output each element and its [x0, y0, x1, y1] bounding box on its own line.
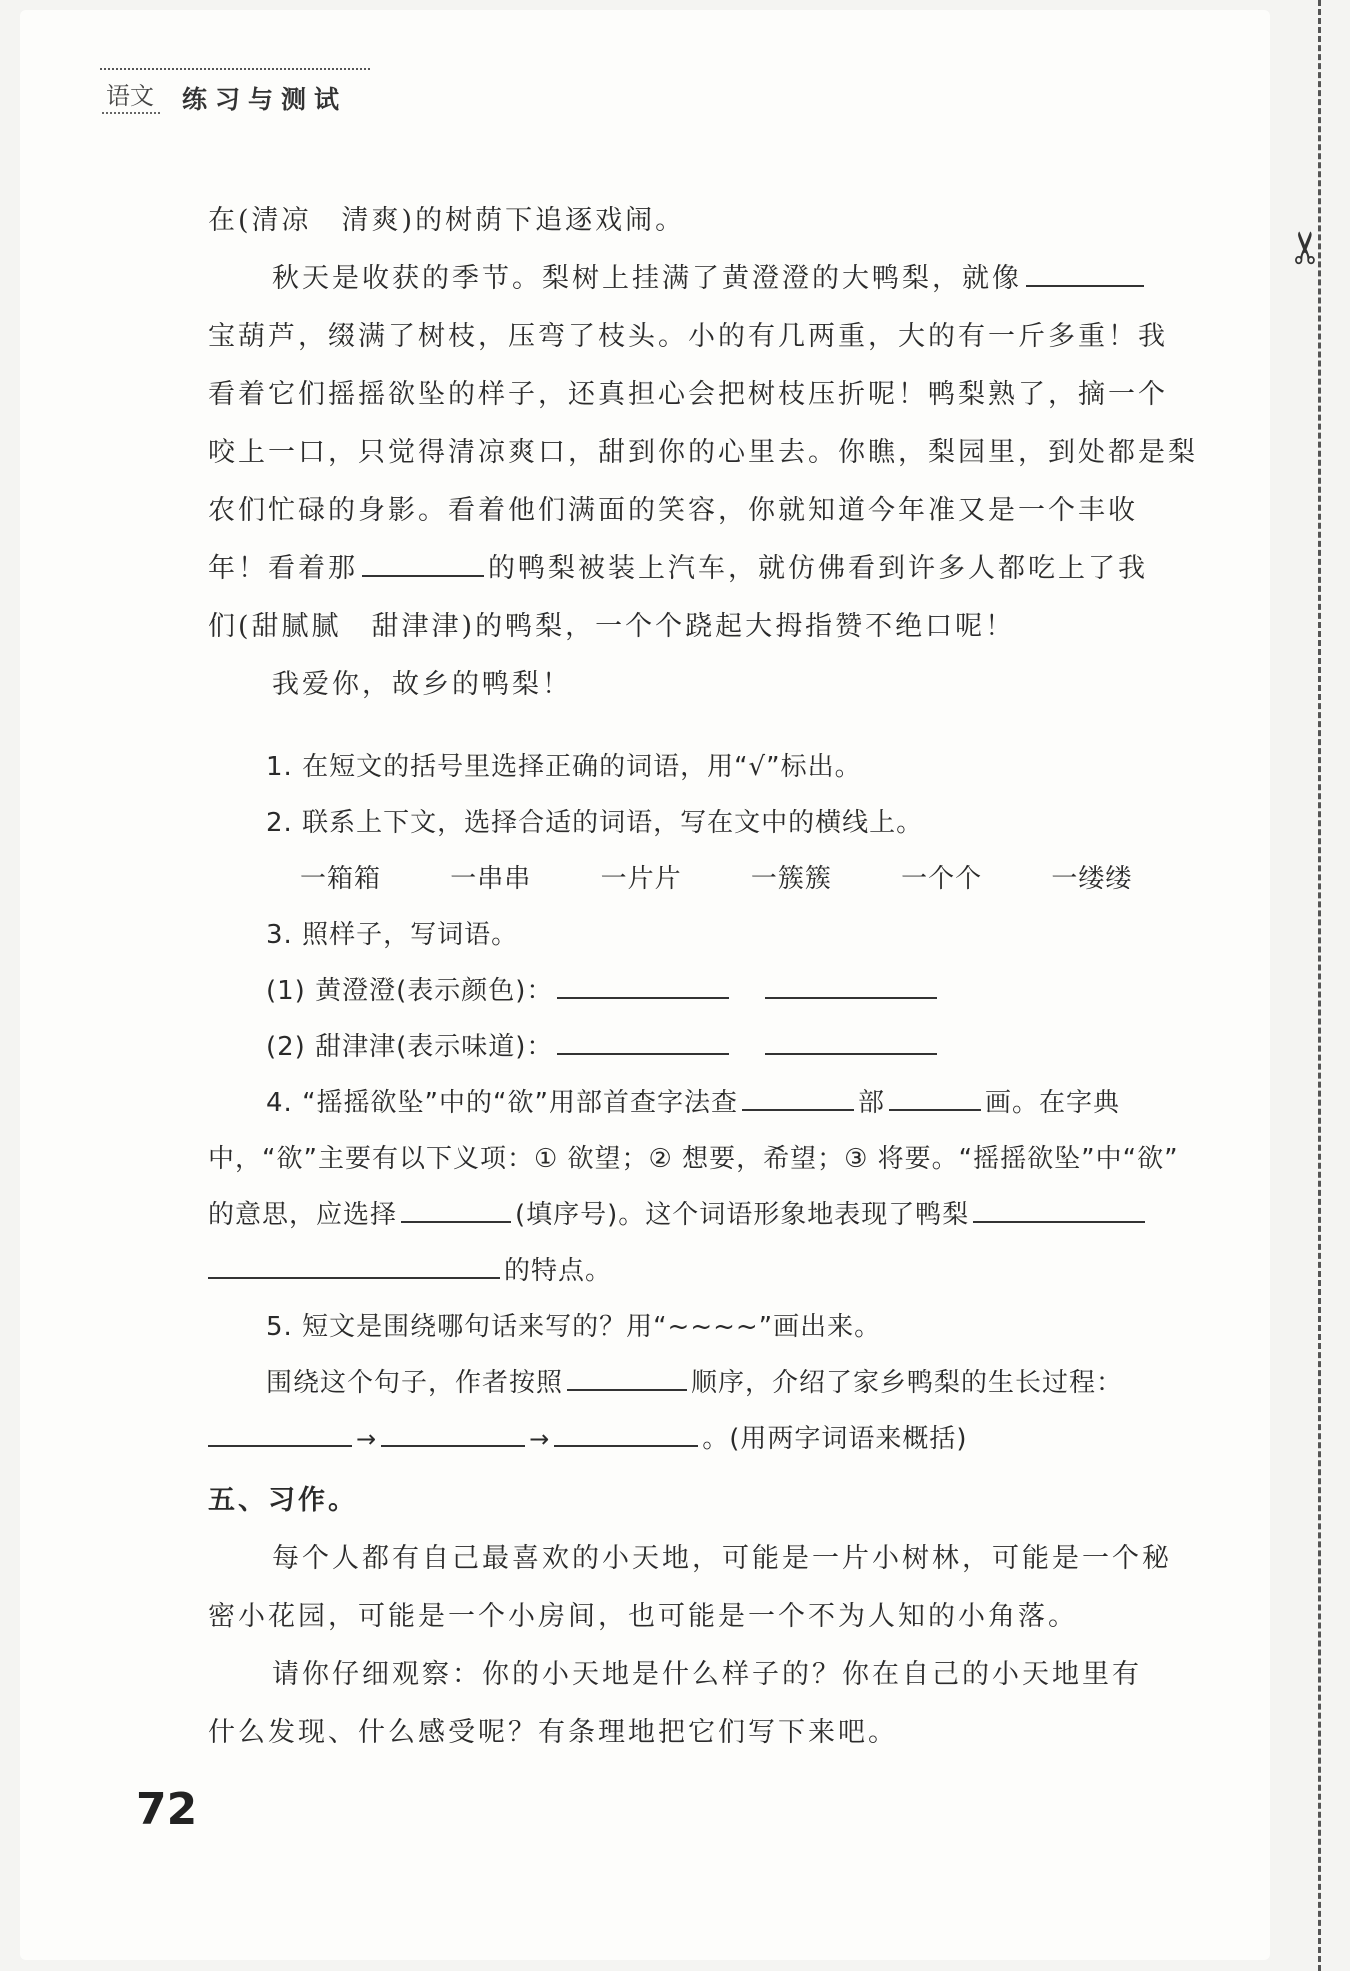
- word-option: 一个个: [901, 864, 983, 894]
- passage-line: 们(甜腻腻 甜津津)的鸭梨，一个个跷起大拇指赞不绝口呢！: [208, 611, 1016, 642]
- answer-blank[interactable]: [208, 1276, 500, 1279]
- answer-blank[interactable]: [554, 1444, 698, 1447]
- prompt-line: 每个人都有自己最喜欢的小天地，可能是一片小树林，可能是一个秘: [272, 1543, 1172, 1574]
- question-4-line: 的特点。: [208, 1250, 612, 1287]
- question-4-line: 的意思，应选择 (填序号)。这个词语形象地表现了鸭梨: [208, 1194, 1149, 1231]
- question-5-line: → → 。(用两字词语来概括): [208, 1418, 968, 1455]
- question-3-1: (1) 黄澄澄(表示颜色)：: [266, 970, 941, 1007]
- word-option: 一簇簇: [750, 864, 832, 894]
- passage-line: 我爱你，故乡的鸭梨！: [272, 669, 572, 700]
- page-number: 72: [136, 1784, 198, 1835]
- cut-line: [1318, 0, 1321, 1971]
- passage-line: 看着它们摇摇欲坠的样子，还真担心会把树枝压折呢！鸭梨熟了，摘一个: [208, 379, 1168, 410]
- answer-blank[interactable]: [1026, 284, 1144, 287]
- question-1: 1. 在短文的括号里选择正确的词语，用“√”标出。: [266, 752, 862, 782]
- answer-blank[interactable]: [401, 1220, 511, 1223]
- passage-line: 咬上一口，只觉得清凉爽口，甜到你的心里去。你瞧，梨园里，到处都是梨: [208, 437, 1198, 468]
- answer-blank[interactable]: [208, 1444, 352, 1447]
- question-5-line: 围绕这个句子，作者按照 顺序，介绍了家乡鸭梨的生长过程：: [266, 1368, 1124, 1398]
- passage-line: 宝葫芦，缀满了树枝，压弯了枝头。小的有几两重，大的有一斤多重！我: [208, 321, 1168, 352]
- answer-blank[interactable]: [765, 996, 937, 999]
- answer-blank[interactable]: [557, 1052, 729, 1055]
- word-option: 一缕缕: [1051, 864, 1133, 894]
- passage-line: 农们忙碌的身影。看着他们满面的笑容，你就知道今年准又是一个丰收: [208, 495, 1138, 526]
- prompt-line: 请你仔细观察：你的小天地是什么样子的？你在自己的小天地里有: [272, 1659, 1142, 1690]
- word-options: [300, 858, 1192, 895]
- answer-blank[interactable]: [567, 1388, 687, 1391]
- subject-label: 语文: [102, 76, 160, 114]
- answer-blank[interactable]: [889, 1108, 981, 1111]
- question-2: 2. 联系上下文，选择合适的词语，写在文中的横线上。: [266, 808, 924, 838]
- prompt-line: 什么发现、什么感受呢？有条理地把它们写下来吧。: [208, 1717, 898, 1748]
- question-5: 5. 短文是围绕哪句话来写的？用“~~~~”画出来。: [266, 1312, 882, 1342]
- question-3: 3. 照样子，写词语。: [266, 920, 519, 950]
- prompt-line: 密小花园，可能是一个小房间，也可能是一个不为人知的小角落。: [208, 1601, 1078, 1632]
- passage-line: 年！看着那 的鸭梨被装上汽车，就仿佛看到许多人都吃上了我: [208, 553, 1148, 584]
- answer-blank[interactable]: [362, 574, 484, 577]
- question-4-line: 中，“欲”主要有以下义项：① 欲望；② 想要，希望；③ 将要。“摇摇欲坠”中“欲”: [208, 1144, 1179, 1174]
- answer-blank[interactable]: [381, 1444, 525, 1447]
- question-4: 4. “摇摇欲坠”中的“欲”用部首查字法查 部 画。在字典: [266, 1088, 1120, 1118]
- page-header: [100, 68, 370, 114]
- book-title: 练习与测试: [182, 85, 348, 114]
- passage-line: 秋天是收获的季节。梨树上挂满了黄澄澄的大鸭梨，就像: [272, 256, 1148, 295]
- answer-blank[interactable]: [557, 996, 729, 999]
- word-option: 一箱箱: [300, 864, 382, 894]
- answer-blank[interactable]: [765, 1052, 937, 1055]
- answer-blank[interactable]: [973, 1220, 1145, 1223]
- answer-blank[interactable]: [742, 1108, 854, 1111]
- arrow-icon: →: [529, 1425, 551, 1453]
- word-option: 一片片: [600, 864, 682, 894]
- scissors-icon: ✂: [1280, 229, 1332, 266]
- word-option: 一串串: [450, 864, 532, 894]
- section-title: 五、习作。: [208, 1485, 358, 1516]
- arrow-icon: →: [356, 1425, 378, 1453]
- question-3-2: (2) 甜津津(表示味道)：: [266, 1026, 941, 1063]
- passage-line: 在(清凉 清爽)的树荫下追逐戏闹。: [208, 205, 686, 236]
